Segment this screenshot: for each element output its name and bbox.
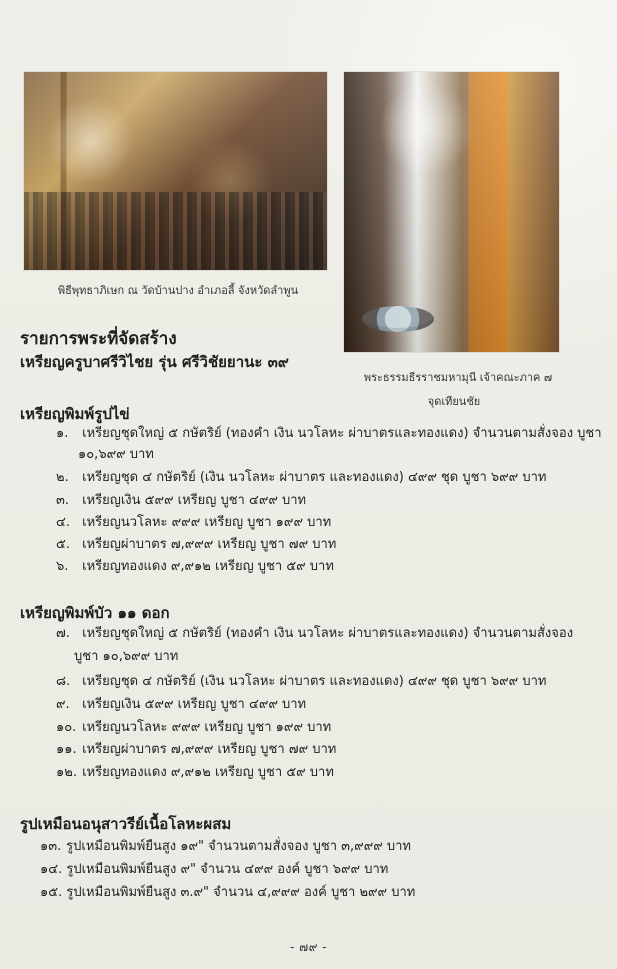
- list-item-bua-8: [56, 673, 546, 692]
- right-photo-caption-line-1: พระธรรมธีรราชมหามุนี เจ้าคณะภาค ๗: [363, 371, 553, 384]
- list-item-text: เหรียญชุดใหญ่ ๕ กษัตริย์ (ทองคำ เงิน นวโลหะ ผ่าบาตรและทองแดง) จำนวนตามสั่งจอง: [82, 626, 574, 641]
- main-heading: รายการพระที่จัดสร้าง: [20, 329, 177, 349]
- list-item-bua-7-continuation: บูชา ๑๐,๖๙๙ บาท: [74, 649, 179, 664]
- sub-heading: เหรียญครูบาศรีวิไชย รุ่น ศรีวิชัยยานะ ๓๙: [20, 353, 289, 371]
- list-item-text: เหรียญผ่าบาตร ๗,๙๙๙ เหรียญ บูชา ๗๙ บาท: [82, 742, 337, 757]
- list-item-text: เหรียญทองแดง ๙,๙๑๒ เหรียญ บูชา ๕๙ บาท: [82, 765, 334, 780]
- section-title-bua: เหรียญพิมพ์บัว ๑๑ ดอก: [20, 604, 170, 622]
- list-item-text: เหรียญนวโลหะ ๙๙๙ เหรียญ บูชา ๑๙๙ บาท: [82, 515, 332, 530]
- list-item-text: เหรียญทองแดง ๙,๙๑๒ เหรียญ บูชา ๕๙ บาท: [82, 559, 334, 574]
- section-title-statue: รูปเหมือนอนุสาวรีย์เนื้อโลหะผสม: [20, 815, 232, 833]
- list-item-number: ๔.: [56, 515, 70, 530]
- list-item-number: ๙.: [56, 697, 70, 712]
- list-item-number: ๑๑.: [56, 742, 77, 757]
- list-item-roopkhai-1-continuation: ๑๐,๖๙๙ บาท: [78, 447, 154, 462]
- list-item-statue-14: [40, 861, 388, 880]
- list-item-number: ๑๓.: [40, 839, 62, 854]
- list-item-text: เหรียญเงิน ๕๙๙ เหรียญ บูชา ๔๙๙ บาท: [82, 493, 307, 508]
- list-item-number: ๑๔.: [40, 862, 63, 877]
- list-item-number: ๑.: [56, 426, 69, 441]
- list-item-text: เหรียญชุด ๔ กษัตริย์ (เงิน นวโลหะ ผ่าบาตร และทองแดง) ๔๙๙ ชุด บูชา ๖๙๙ บาท: [82, 470, 547, 485]
- list-item-text: เหรียญนวโลหะ ๙๙๙ เหรียญ บูชา ๑๙๙ บาท: [82, 720, 332, 735]
- list-item-number: ๖.: [56, 559, 69, 574]
- left-photo-caption: พิธีพุทธาภิเษก ณ วัดบ้านปาง อำเภอลี้ จังหวัดลำพูน: [57, 284, 299, 297]
- list-item-number: ๗.: [56, 626, 70, 641]
- page-number: - ๗๙ -: [289, 940, 328, 954]
- list-item-bua-7: [56, 625, 573, 644]
- list-item-number: ๕.: [56, 537, 70, 552]
- list-item-text: เหรียญผ่าบาตร ๗,๙๙๙ เหรียญ บูชา ๗๙ บาท: [82, 537, 337, 552]
- list-item-bua-11: [56, 741, 336, 760]
- list-item-roopkhai-6: [56, 558, 334, 577]
- list-item-bua-9: [56, 696, 306, 715]
- right-monk-photo: [344, 72, 559, 352]
- left-ceremony-photo: [24, 72, 327, 270]
- list-item-roopkhai-2: [56, 469, 546, 488]
- list-item-text: รูปเหมือนพิมพ์ยืนสูง ๓.๙" จำนวน ๔,๙๙๙ องค์ บูชา ๒๙๙ บาท: [66, 885, 416, 900]
- list-item-text: เหรียญชุด ๔ กษัตริย์ (เงิน นวโลหะ ผ่าบาตร และทองแดง) ๔๙๙ ชุด บูชา ๖๙๙ บาท: [82, 674, 547, 689]
- list-item-roopkhai-5: [56, 536, 336, 555]
- list-item-number: ๓.: [56, 493, 70, 508]
- list-item-text: รูปเหมือนพิมพ์ยืนสูง ๑๙" จำนวนตามสั่งจอง บูชา ๓,๙๙๙ บาท: [66, 839, 411, 854]
- list-item-bua-12: [56, 764, 334, 783]
- section-title-roopkhai: เหรียญพิมพ์รูปไข่: [20, 405, 130, 423]
- list-item-roopkhai-4: [56, 514, 331, 533]
- list-item-statue-13: [40, 838, 411, 857]
- list-item-number: ๒.: [56, 470, 69, 485]
- list-item-text: รูปเหมือนพิมพ์ยืนสูง ๙" จำนวน ๔๙๙ องค์ บูชา ๖๙๙ บาท: [66, 862, 389, 877]
- list-item-number: ๘.: [56, 674, 71, 689]
- list-item-statue-15: [40, 884, 415, 903]
- list-item-roopkhai-1: [56, 425, 602, 444]
- list-item-number: ๑๕.: [40, 885, 63, 900]
- list-item-text: เหรียญชุดใหญ่ ๕ กษัตริย์ (ทองคำ เงิน นวโลหะ ผ่าบาตรและทองแดง) จำนวนตามสั่งจอง บูชา: [82, 426, 602, 441]
- list-item-bua-10: [56, 719, 331, 738]
- right-photo-caption-line-2: จุดเทียนชัย: [427, 395, 481, 408]
- list-item-number: ๑๒.: [56, 765, 77, 780]
- list-item-roopkhai-3: [56, 492, 306, 511]
- list-item-number: ๑๐.: [56, 720, 77, 735]
- list-item-text: เหรียญเงิน ๕๙๙ เหรียญ บูชา ๔๙๙ บาท: [82, 697, 307, 712]
